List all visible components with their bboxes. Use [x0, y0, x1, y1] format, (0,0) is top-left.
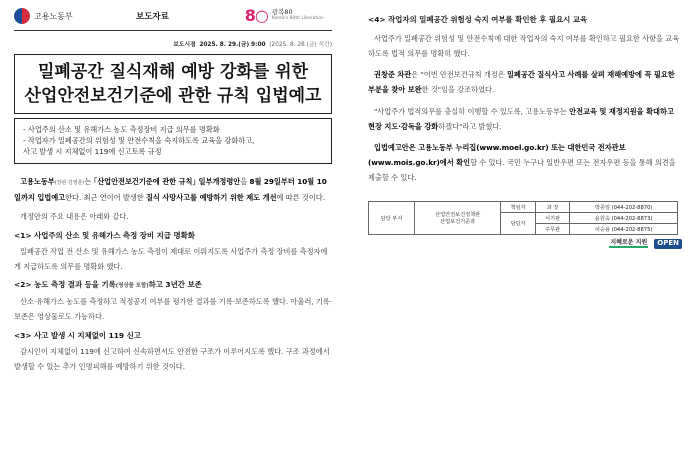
ministry-logo — [14, 8, 73, 24]
doc-type: 보도자료 — [136, 12, 169, 22]
section-heading-2: <2> 농도 측정 결과 등을 기록(영상물 포함)하고 3년간 보존 — [14, 280, 202, 290]
section-text-4: 사업주가 밀폐공간 위험성 및 안전수칙에 대한 작업자의 숙지 여부를 확인하고 필요한 사항을 교육하도록 법적 의무를 명확히 했다. — [368, 34, 680, 59]
ministry-name: 고용노동부 — [34, 11, 73, 21]
k80-label: 광복80 — [271, 8, 293, 17]
header-rule — [14, 30, 332, 31]
lead-minister: (장관 김영훈) — [54, 180, 85, 187]
title-line-2: 산업안전보건기준에 관한 규칙 입법예고 — [24, 85, 322, 106]
section-text-1: 밀폐공간 작업 전 산소 및 유해가스 농도 측정이 제대로 이뤄지도록 사업주가 측정 장비를 측정자에게 지급하도록 의무를 명확화 했다. — [14, 246, 328, 271]
header — [14, 6, 332, 30]
badges — [368, 239, 682, 249]
k80-sub: Korea's 80th Liberation — [271, 15, 324, 21]
contact-title: 과 장 — [535, 202, 570, 213]
dept-label: 담당 부서 — [369, 202, 415, 235]
contact-name: 윤원숙 (044-202-8873) — [570, 213, 678, 224]
lead-paragraph: 고용노동부(장관 김영훈)는 ｢산업안전보건기준에 관한 규칙｣ 일부개정령안을 8월 29일부터 10월 10일까지 입법예고한다. 최근 연이어 발생한 질식 사망사고를 예방하기 위한 제도 개선에 따른 것이다. — [14, 177, 327, 202]
summary-item: 사고 발생 시 지체없이 119에 신고토록 규정 — [23, 146, 162, 156]
k80-mark-icon: 8○ — [244, 6, 268, 25]
dept-name: 산업안전보건정책관 산업보건기준과 — [414, 202, 500, 235]
policy-badge: 지혜로운 지원 — [610, 238, 648, 246]
section-heading-1: <1> 사업주의 산소 및 유해가스 측정 장비 지급 명확화 — [14, 230, 195, 240]
summary-item: - 사업주의 산소 및 유해가스 농도 측정장비 지급 의무를 명확화 — [23, 124, 220, 134]
vice-minister-quote: 권창준 차관은 "이번 안전보건규칙 개정은 밀폐공간 질식사고 사례를 살펴 재해예방에 꼭 필요한 부분을 찾아 보완한 것"임을 강조하였다. — [368, 70, 675, 95]
contact-title: 주무관 — [535, 224, 570, 235]
support-quote: "사업주가 법적의무를 충실히 이행할 수 있도록, 고용노동부는 안전교육 및 재정지원을 확대하고 현장 지도·감독을 강화하겠다"라고 밝혔다. — [368, 106, 674, 131]
title-line-1: 밀폐공간 질식재해 예방 강화를 위한 — [37, 62, 308, 82]
right-column — [368, 0, 682, 249]
contact-name: 이승용 (044-202-8875) — [570, 224, 678, 235]
liberation-80-logo — [245, 6, 324, 25]
release-datetime: 2025. 8. 29.(금) 9:00 — [199, 42, 266, 48]
lead-org: 고용노동부 — [20, 177, 55, 187]
left-column — [14, 0, 332, 374]
role-responsible: 책임자 — [501, 202, 536, 213]
section-heading-3: <3> 사고 발생 시 지체없이 119 신고 — [14, 330, 141, 340]
title-box — [14, 54, 332, 114]
role-staff: 담당자 — [501, 213, 536, 235]
open-badge: OPEN — [654, 239, 682, 249]
section-text-3: 감시인이 지체없이 119에 신고하여 신속하면서도 안전한 구조가 이루어지도록 했다. 구조 과정에서 발생할 수 있는 추가 인명피해를 예방하기 위한 것이다. — [14, 346, 330, 371]
contact-name: 박종일 (044-202-8870) — [570, 202, 678, 213]
release-label: 보도시점 — [173, 42, 196, 48]
section-text-2: 산소·유해가스 농도를 측정하고 적정공기 여부를 평가한 결과를 기록·보존하도록 했다. 아울러, 기록·보존은 영상물로도 가능하다. — [14, 296, 332, 321]
release-distributed: (2025. 8. 28.(금) 석간) — [269, 42, 332, 48]
government-emblem-icon — [14, 8, 30, 24]
intro-text: 개정안의 주요 내용은 아래와 같다. — [20, 211, 129, 221]
release-date — [14, 39, 332, 48]
consultation-notice: 입법예고안은 고용노동부 누리집(www.moel.go.kr) 또는 대한민국 전자관보(www.mois.go.kr)에서 확인할 수 있다. 국민 누구나 일반우편 또는 전자우편 등을 통해 의견을 제출할 수 있다. — [368, 142, 676, 182]
contact-table — [368, 201, 678, 235]
contact-title: 서기관 — [535, 213, 570, 224]
summary-item: - 작업자가 밀폐공간의 위험성 및 안전수칙을 숙지하도록 교육을 강화하고, — [23, 135, 255, 145]
section-heading-4: <4> 작업자의 밀폐공간 위험성 숙지 여부를 확인한 후 필요시 교육 — [368, 15, 588, 24]
summary-box — [14, 118, 332, 164]
